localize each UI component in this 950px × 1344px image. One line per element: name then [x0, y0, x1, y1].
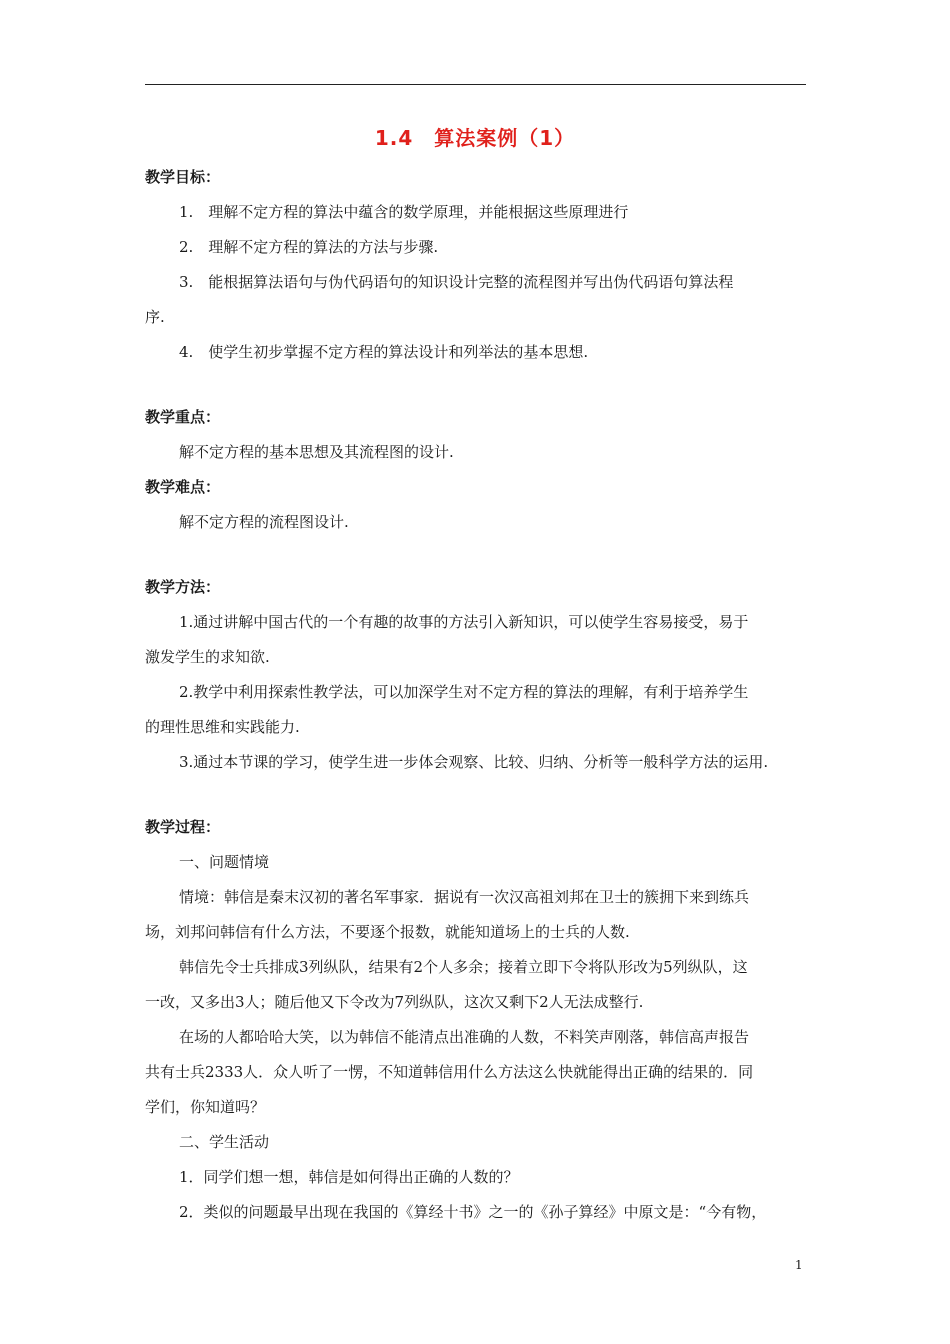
process-line: 共有士兵2333人．众人听了一愣，不知道韩信用什么方法这么快就能得出正确的结果的．同	[145, 1063, 754, 1081]
process-line: 学们，你知道吗？	[145, 1098, 266, 1116]
process-line: 一改，又多出3人；随后他又下令改为7列纵队，这次又剩下2人无法成整行.	[145, 993, 644, 1011]
process-line: 韩信先令士兵排成3列纵队，结果有2个人多余；接着立即下令将队形改为5列纵队，这	[179, 958, 748, 976]
objective-item: 1. 理解不定方程的算法中蕴含的数学原理，并能根据这些原理进行	[179, 203, 629, 221]
section-title-problem-scenario: 一、问题情境	[179, 853, 270, 871]
objectives-heading: 教学目标：	[145, 168, 221, 186]
objective-item: 2. 理解不定方程的算法的方法与步骤.	[179, 238, 439, 256]
process-line: 场，刘邦问韩信有什么方法，不要逐个报数，就能知道场上的士兵的人数.	[145, 923, 630, 941]
process-heading: 教学过程：	[145, 818, 221, 836]
key-points-text: 解不定方程的基本思想及其流程图的设计.	[179, 443, 454, 461]
method-line: 的理性思维和实践能力.	[145, 718, 300, 736]
difficulties-text: 解不定方程的流程图设计.	[179, 513, 349, 531]
method-line: 3.通过本节课的学习，使学生进一步体会观察、比较、归纳、分析等一般科学方法的运用.	[179, 753, 769, 771]
process-line: 在场的人都哈哈大笑，以为韩信不能清点出准确的人数，不料笑声刚落，韩信高声报告	[179, 1028, 750, 1046]
method-line: 1.通过讲解中国古代的一个有趣的故事的方法引入新知识，可以使学生容易接受，易于	[179, 613, 749, 631]
objective-item: 3. 能根据算法语句与伪代码语句的知识设计完整的流程图并写出伪代码语句算法程	[179, 273, 734, 291]
header-rule	[145, 84, 806, 85]
difficulties-heading: 教学难点：	[145, 478, 221, 496]
document-title: 1.4 算法案例（1）	[374, 126, 576, 150]
method-line: 2.教学中利用探索性教学法，可以加深学生对不定方程的算法的理解，有利于培养学生	[179, 683, 749, 701]
objective-item: 4. 使学生初步掌握不定方程的算法设计和列举法的基本思想.	[179, 343, 589, 361]
key-points-heading: 教学重点：	[145, 408, 221, 426]
section-title-student-activity: 二、学生活动	[179, 1133, 270, 1151]
method-line: 激发学生的求知欲.	[145, 648, 270, 666]
document-body	[145, 160, 806, 1230]
activity-item: 2．类似的问题最早出现在我国的《算经十书》之一的《孙子算经》中原文是：“今有物，	[179, 1203, 767, 1221]
process-line: 情境：韩信是秦末汉初的著名军事家．据说有一次汉高祖刘邦在卫士的簇拥下来到练兵	[179, 888, 750, 906]
activity-item: 1．同学们想一想，韩信是如何得出正确的人数的？	[179, 1168, 519, 1186]
page-number: 1	[795, 1258, 803, 1272]
methods-heading: 教学方法：	[145, 578, 221, 596]
objective-item-continuation: 序.	[145, 308, 165, 326]
